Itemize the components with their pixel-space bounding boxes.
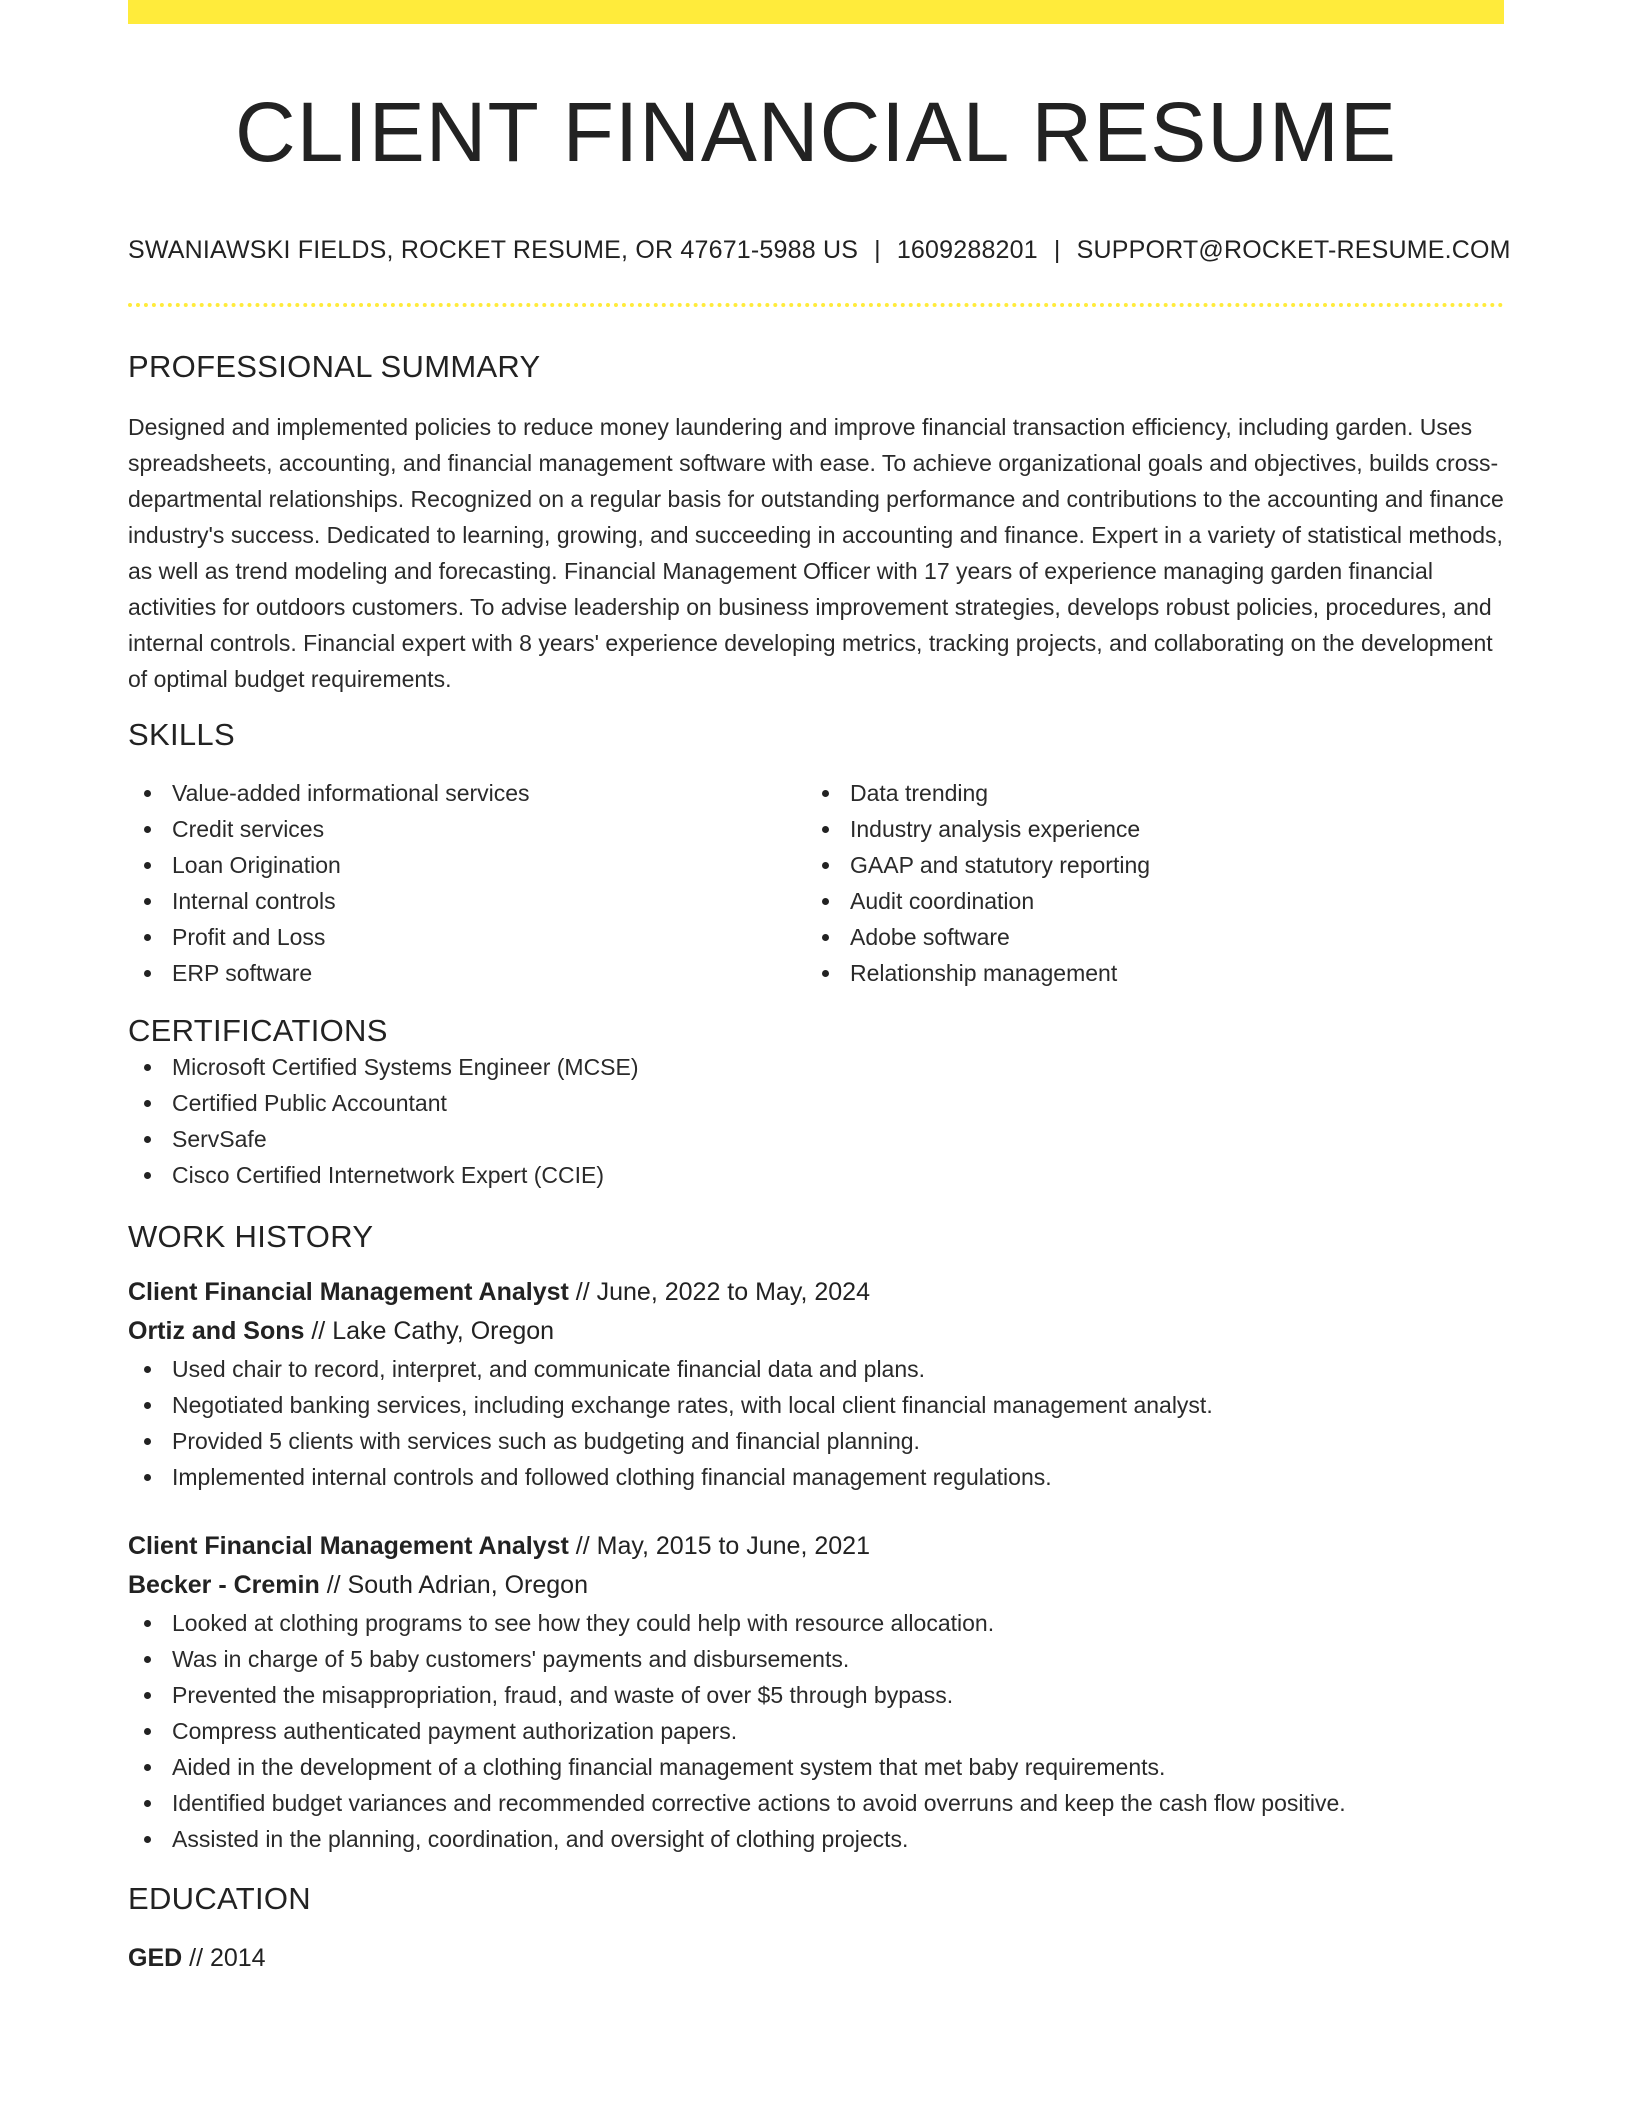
certification-item: Cisco Certified Internetwork Expert (CCIE)	[128, 1157, 1504, 1193]
skill-item: Loan Origination	[128, 847, 806, 883]
skill-item: Relationship management	[806, 955, 1484, 991]
job-duty: Aided in the development of a clothing financial management system that met baby requirements.	[128, 1749, 1504, 1785]
job-entry	[128, 1527, 1504, 1857]
job-duty: Looked at clothing programs to see how they could help with resource allocation.	[128, 1605, 1504, 1641]
contact-email: SUPPORT@ROCKET-RESUME.COM	[1076, 236, 1511, 265]
job-role-line	[128, 1273, 1504, 1312]
job-duty: Negotiated banking services, including exchange rates, with local client financial management analyst.	[128, 1387, 1504, 1423]
job-company: Becker - Cremin	[128, 1571, 320, 1600]
skill-item: Value-added informational services	[128, 775, 806, 811]
contact-separator: |	[874, 236, 881, 265]
contact-line	[128, 236, 1511, 265]
job-company-line	[128, 1566, 1504, 1605]
skill-item: Internal controls	[128, 883, 806, 919]
job-dates: // May, 2015 to June, 2021	[568, 1532, 870, 1561]
job-duty: Was in charge of 5 baby customers' payments and disbursements.	[128, 1641, 1504, 1677]
skill-item: Profit and Loss	[128, 919, 806, 955]
job-role: Client Financial Management Analyst	[128, 1532, 569, 1561]
job-location: // Lake Cathy, Oregon	[304, 1317, 555, 1346]
contact-address: SWANIAWSKI FIELDS, ROCKET RESUME, OR 47671-5988 US	[128, 236, 859, 265]
header-divider	[128, 303, 1504, 307]
job-duties-list	[128, 1351, 1504, 1495]
contact-separator: |	[1053, 236, 1061, 265]
skills-grid	[128, 775, 1504, 991]
job-duties-list	[128, 1605, 1504, 1857]
skill-item: Adobe software	[806, 919, 1484, 955]
job-company-line	[128, 1312, 1504, 1351]
education-year: // 2014	[182, 1944, 266, 1973]
job-duty: Provided 5 clients with services such as budgeting and financial planning.	[128, 1423, 1504, 1459]
skill-item: Industry analysis experience	[806, 811, 1484, 847]
certifications-heading: CERTIFICATIONS	[128, 1013, 388, 1049]
education-entry	[128, 1939, 1504, 1978]
job-entry	[128, 1273, 1504, 1495]
work-history-heading: WORK HISTORY	[128, 1219, 374, 1255]
resume-page	[128, 0, 1511, 1978]
job-duty: Compress authenticated payment authorization papers.	[128, 1713, 1504, 1749]
skills-column-left	[128, 775, 806, 991]
skills-column-right	[806, 775, 1484, 991]
job-duty: Implemented internal controls and followed clothing financial management regulations.	[128, 1459, 1504, 1495]
education-heading: EDUCATION	[128, 1881, 311, 1917]
certification-item: Microsoft Certified Systems Engineer (MCSE)	[128, 1049, 1504, 1085]
certification-item: Certified Public Accountant	[128, 1085, 1504, 1121]
job-role: Client Financial Management Analyst	[128, 1278, 569, 1307]
summary-text: Designed and implemented policies to reduce money laundering and improve financial transaction efficiency, including garden. Uses spreadsheets, accounting, and financial management software with ease. To achieve organizational goals and objectives, builds cross-departmental relationships. Recognized on a regular basis for outstanding performance and contributions to the accounting and finance industry's success. Dedicated to learning, growing, and succeeding in accounting and finance. Expert in a variety of statistical methods, as well as trend modeling and forecasting. Financial Management Officer with 17 years of experience managing garden financial activities for outdoors customers. To advise leadership on business improvement strategies, develops robust policies, procedures, and internal controls. Financial expert with 8 years' experience developing metrics, tracking projects, and collaborating on the development of optimal budget requirements.	[128, 414, 1504, 693]
summary-heading: PROFESSIONAL SUMMARY	[128, 349, 541, 385]
resume-title: CLIENT FINANCIAL RESUME	[235, 85, 1397, 179]
job-duty: Assisted in the planning, coordination, and oversight of clothing projects.	[128, 1821, 1504, 1857]
skill-item: Credit services	[128, 811, 806, 847]
job-dates: // June, 2022 to May, 2024	[568, 1278, 870, 1307]
job-duty: Used chair to record, interpret, and communicate financial data and plans.	[128, 1351, 1504, 1387]
job-company: Ortiz and Sons	[128, 1317, 305, 1346]
skill-item: GAAP and statutory reporting	[806, 847, 1484, 883]
job-duty: Identified budget variances and recommended corrective actions to avoid overruns and keep the cash flow positive.	[128, 1785, 1504, 1821]
skill-item: ERP software	[128, 955, 806, 991]
job-duty: Prevented the misappropriation, fraud, and waste of over $5 through bypass.	[128, 1677, 1504, 1713]
accent-bar	[128, 0, 1504, 24]
skill-item: Audit coordination	[806, 883, 1484, 919]
job-location: // South Adrian, Oregon	[319, 1571, 588, 1600]
skill-item: Data trending	[806, 775, 1484, 811]
certification-item: ServSafe	[128, 1121, 1504, 1157]
education-degree: GED	[128, 1944, 183, 1973]
job-role-line	[128, 1527, 1504, 1566]
skills-heading: SKILLS	[128, 717, 235, 753]
certifications-list	[128, 1049, 1504, 1193]
contact-phone: 1609288201	[896, 236, 1038, 265]
